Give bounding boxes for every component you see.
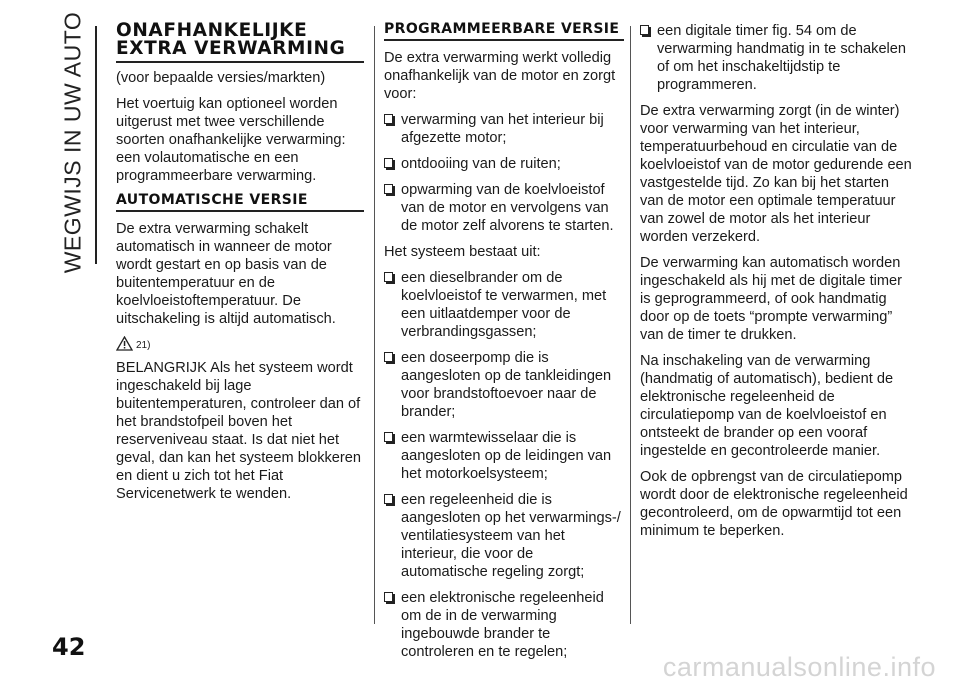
checkbox-bullet-icon: [384, 592, 393, 602]
page-number: 42: [52, 633, 86, 661]
chapter-side-label: [56, 11, 90, 273]
checkbox-bullet-icon: [384, 158, 393, 168]
list-item: opwarming van de koelvloeistof van de motor en vervolgens van de motor zelf alvorens te starten.: [384, 181, 624, 235]
checkbox-bullet-icon: [384, 432, 393, 442]
important-paragraph: BELANGRIJK Als het systeem wordt ingeschakeld bij lage buitentemperaturen, controleer dan of het brandstofpeil boven het reserveniveau staat. Is dat niet het geval, dan kan het systeem blokkeren en dient u zich tot het Fiat Servicenetwerk te wenden.: [116, 360, 361, 502]
column-1: [116, 22, 364, 511]
paragraph-pump: Ook de opbrengst van de circulatiepomp wordt door de elektronische regeleenheid gecontroleerd, om de opwarmtijd tot een minimum te beperken.: [640, 469, 908, 539]
timer-list: [640, 22, 912, 94]
list-item: verwarming van het interieur bij afgezette motor;: [384, 111, 624, 147]
column-2: [384, 22, 624, 669]
column-divider-2: [630, 26, 631, 624]
system-intro: Het systeem bestaat uit:: [384, 244, 541, 260]
checkbox-bullet-icon: [384, 114, 393, 124]
programmable-intro: De extra verwarming werkt volledig onafhankelijk van de motor en zorgt voor:: [384, 50, 616, 102]
list-item: een elektronische regeleenheid om de in de verwarming ingebouwde brander te controleren en te regelen;: [384, 589, 624, 661]
warning-ref-number: 21): [136, 340, 151, 351]
column-divider-1: [374, 26, 375, 624]
paragraph-control: Na inschakeling van de verwarming (handmatig of automatisch), bedient de elektronische regeleenheid de circulatiepomp van de koelvloeistof en ontsteekt de brander op een vooraf ingestelde en gecontroleerde manier.: [640, 353, 894, 459]
main-heading: ONAFHANKELIJKE EXTRA VERWARMING: [116, 22, 364, 63]
paragraph-activation: De verwarming kan automatisch worden ingeschakeld als hij met de digitale timer is geprogrammeerd, of ook handmatig door op de toets “prompte verwarming” van de timer te drukken.: [640, 255, 903, 343]
paragraph-heating: De extra verwarming zorgt (in de winter) voor verwarming van het interieur, temperatuurbehoud en circulatie van de koelvloeistof van de motor gedurende een vastgestelde tijd. Zo kan bij het starten van de motor een optimale temperatuur van zowel de motor als het interieur worden verzekerd.: [640, 103, 912, 245]
list-item: een warmtewisselaar die is aangesloten op de leidingen van het motorkoelsysteem;: [384, 429, 624, 483]
warning-triangle-icon: [116, 336, 133, 351]
list-item: een regeleenheid die is aangesloten op het verwarmings-/ ventilatiesysteem van het interieur, die voor de automatische regeling zorgt;: [384, 491, 624, 581]
column-3: [640, 22, 912, 548]
section-heading-automatic: AUTOMATISCHE VERSIE: [116, 193, 364, 212]
list-item: een dieselbrander om de koelvloeistof te verwarmen, met een uitlaatdemper voor de verbrandingsgassen;: [384, 269, 624, 341]
checkbox-bullet-icon: [384, 184, 393, 194]
warning-reference: [116, 336, 364, 351]
components-list: [384, 269, 624, 661]
checkbox-bullet-icon: [640, 25, 649, 35]
intro-paragraph: Het voertuig kan optioneel worden uitgerust met twee verschillende soorten onafhankelijke verwarming: een volautomatische en een programmeerbare verwarming.: [116, 96, 346, 184]
checkbox-bullet-icon: [384, 352, 393, 362]
checkbox-bullet-icon: [384, 272, 393, 282]
watermark: carmanualsonline.info: [662, 652, 936, 682]
list-item: een doseerpomp die is aangesloten op de tankleidingen voor brandstoftoevoer naar de brander;: [384, 349, 624, 421]
list-item: ontdooiing van de ruiten;: [384, 155, 624, 173]
automatic-paragraph: De extra verwarming schakelt automatisch in wanneer de motor wordt gestart en op basis van de buitentemperatuur en de koelvloeistoftemperatuur. De uitschakeling is altijd automatisch.: [116, 221, 336, 327]
checkbox-bullet-icon: [384, 494, 393, 504]
subtitle: (voor bepaalde versies/markten): [116, 70, 326, 86]
list-item: een digitale timer fig. 54 om de verwarming handmatig in te schakelen of om het inschakeltijdstip te programmeren.: [640, 22, 912, 94]
features-list: [384, 111, 624, 235]
section-heading-programmable: PROGRAMMEERBARE VERSIE: [384, 22, 624, 41]
chapter-side-rule: [95, 26, 97, 264]
chapter-side-label-text: WEGWIJS IN UW AUTO: [59, 11, 86, 273]
